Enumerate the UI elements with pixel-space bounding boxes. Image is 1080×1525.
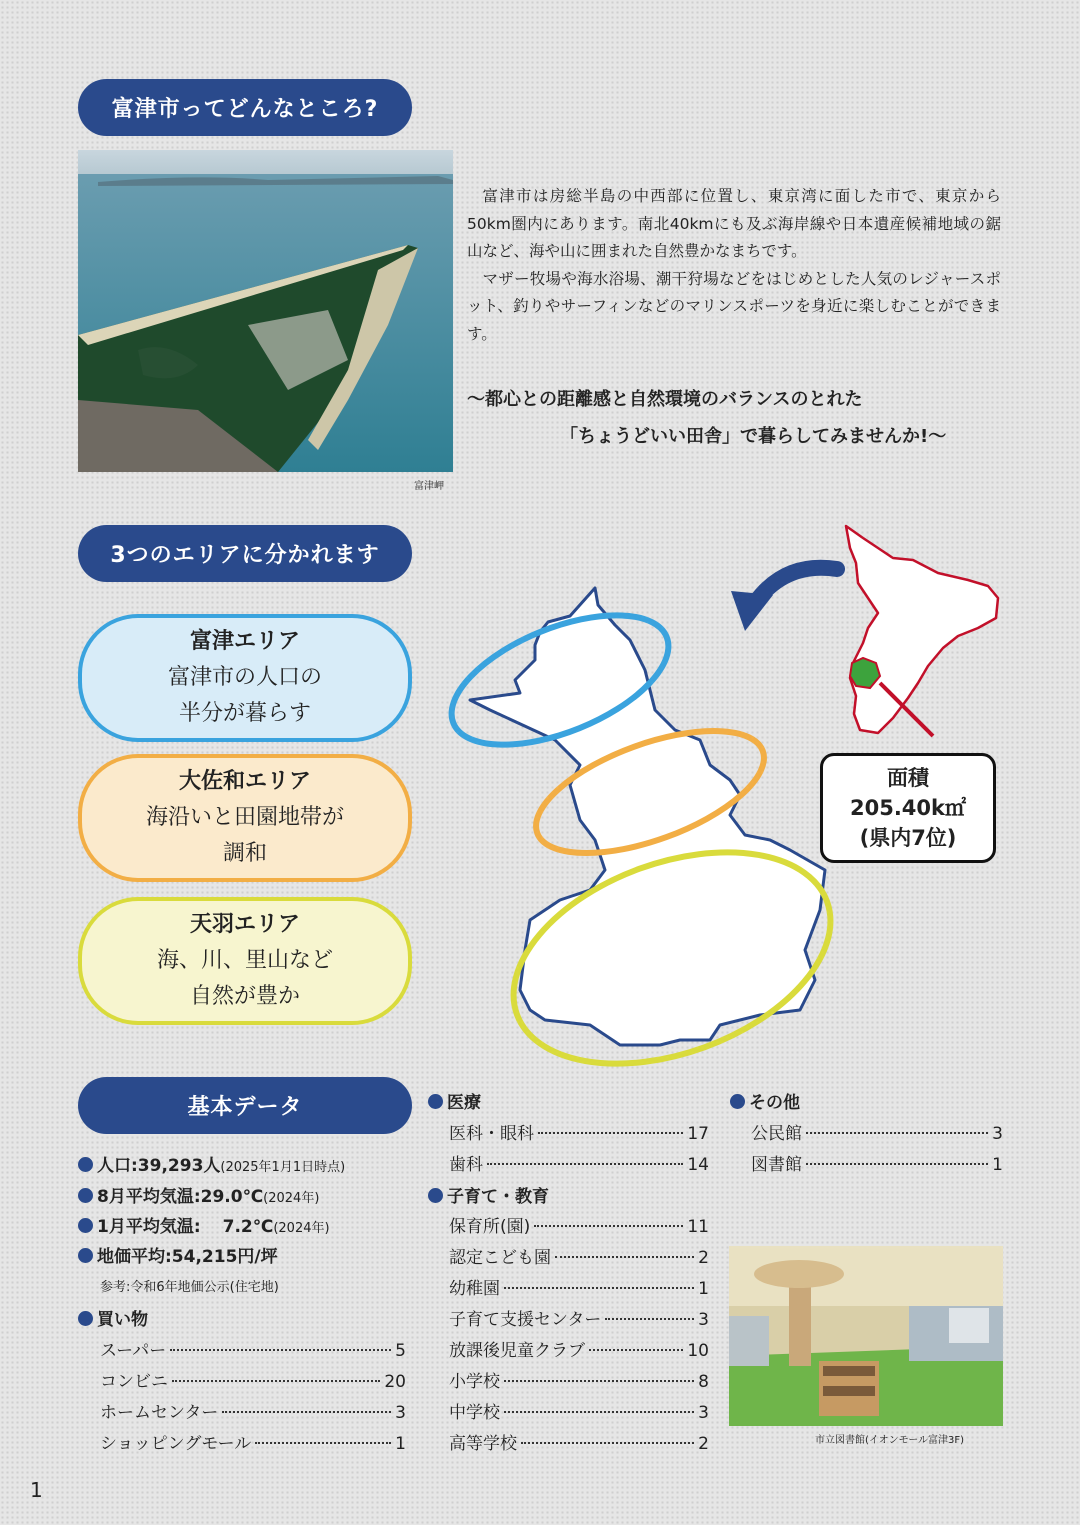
list-item xyxy=(449,1243,709,1268)
area-name: 天羽エリア xyxy=(189,912,300,937)
list-item xyxy=(449,1398,709,1423)
futtsu-cape-photo xyxy=(78,150,453,472)
dot-leader xyxy=(589,1349,683,1351)
area-desc: 海沿いと田園地帯が xyxy=(145,805,344,830)
item-label: 高等学校 xyxy=(449,1434,517,1454)
stat-label: 地価平均:54,215円/坪 xyxy=(97,1247,278,1267)
intro-paragraph: マザー牧場や海水浴場、潮干狩場などをはじめとした人気のレジャースポット、釣りやサーフィンなどのマリンスポーツを身近に楽しむことができます。 xyxy=(467,269,1001,343)
slogan-line-1: 〜都心との距離感と自然環境のバランスのとれた xyxy=(467,389,863,410)
bullet-icon xyxy=(428,1188,443,1203)
item-value: 5 xyxy=(395,1341,406,1361)
category-shopping xyxy=(78,1305,148,1330)
intro-paragraph: 富津市は房総半島の中西部に位置し、東京湾に面した市で、東京から50km圏内にあります。南北40kmにも及ぶ海岸線や日本遺産候補地域の鋸山など、海や山に囲まれた自然豊かなまちです。 xyxy=(467,187,1001,260)
category-title: その他 xyxy=(749,1093,800,1113)
item-value: 17 xyxy=(687,1124,709,1144)
page-number: 1 xyxy=(30,1478,43,1502)
dot-leader xyxy=(222,1411,391,1413)
item-value: 8 xyxy=(698,1372,709,1392)
stat-label: 8月平均気温:29.0℃ xyxy=(97,1187,264,1207)
area-card-futtsu xyxy=(78,614,412,742)
item-value: 1 xyxy=(992,1155,1003,1175)
dot-leader xyxy=(504,1411,694,1413)
area-size-label: 面積 xyxy=(887,766,929,790)
item-label: 認定こども園 xyxy=(449,1248,551,1268)
stat-population xyxy=(78,1151,345,1176)
item-value: 11 xyxy=(687,1217,709,1237)
list-item xyxy=(449,1305,709,1330)
item-value: 1 xyxy=(395,1434,406,1454)
stat-value: 7.2℃ xyxy=(222,1217,274,1237)
list-item xyxy=(449,1336,709,1361)
list-item xyxy=(449,1274,709,1299)
bullet-icon xyxy=(78,1157,93,1172)
dot-leader xyxy=(504,1380,694,1382)
dot-leader xyxy=(605,1318,694,1320)
item-label: ショッピングモール xyxy=(100,1434,252,1454)
list-item xyxy=(449,1367,709,1392)
stat-temp-aug xyxy=(78,1182,319,1207)
area-desc: 海、川、里山など xyxy=(156,948,333,973)
bullet-icon xyxy=(730,1094,745,1109)
land-price-note: 参考:令和6年地価公示(住宅地) xyxy=(100,1280,279,1295)
item-label: 図書館 xyxy=(751,1155,802,1175)
dot-leader xyxy=(521,1442,694,1444)
item-label: 放課後児童クラブ xyxy=(449,1341,585,1361)
list-item xyxy=(449,1119,709,1144)
dot-leader xyxy=(504,1287,694,1289)
category-title: 子育て・教育 xyxy=(447,1187,549,1207)
area-size-rank: (県内7位) xyxy=(859,826,957,850)
section-header-areas: 3つのエリアに分かれます xyxy=(78,525,412,582)
bullet-icon xyxy=(428,1094,443,1109)
item-value: 3 xyxy=(992,1124,1003,1144)
library-photo xyxy=(729,1246,1003,1426)
section-header-about: 富津市ってどんなところ? xyxy=(78,79,412,136)
city-outline xyxy=(470,588,825,1045)
dot-leader xyxy=(555,1256,694,1258)
bullet-icon xyxy=(78,1248,93,1263)
item-label: 小学校 xyxy=(449,1372,500,1392)
dot-leader xyxy=(255,1442,391,1444)
item-label: 幼稚園 xyxy=(449,1279,500,1299)
category-medical xyxy=(428,1088,481,1113)
list-item xyxy=(449,1212,709,1237)
item-value: 3 xyxy=(698,1403,709,1423)
item-label: 歯科 xyxy=(449,1155,483,1175)
stat-note: (2024年) xyxy=(263,1191,320,1206)
category-other xyxy=(730,1088,800,1113)
item-label: 公民館 xyxy=(751,1124,802,1144)
dot-leader xyxy=(487,1163,683,1165)
stat-note: (2025年1月1日時点) xyxy=(220,1160,346,1175)
category-childcare xyxy=(428,1182,549,1207)
area-desc: 半分が暮らす xyxy=(178,701,311,726)
library-caption: 市立図書館(イオンモール富津3F) xyxy=(815,1435,965,1446)
area-desc: 自然が豊か xyxy=(189,984,300,1009)
item-value: 20 xyxy=(384,1372,406,1392)
item-value: 3 xyxy=(698,1310,709,1330)
stat-note: (2024年) xyxy=(273,1221,330,1236)
area-card-osawa xyxy=(78,754,412,882)
category-title: 買い物 xyxy=(97,1310,148,1330)
dot-leader xyxy=(170,1349,391,1351)
item-label: 保育所(園) xyxy=(449,1217,531,1237)
arrow-icon xyxy=(725,555,845,635)
area-card-amaha xyxy=(78,897,412,1025)
area-size-box xyxy=(820,753,996,863)
item-label: 医科・眼科 xyxy=(449,1124,534,1144)
bullet-icon xyxy=(78,1218,93,1233)
dot-leader xyxy=(172,1380,380,1382)
item-value: 3 xyxy=(395,1403,406,1423)
area-desc: 調和 xyxy=(222,841,267,866)
item-value: 14 xyxy=(687,1155,709,1175)
list-item xyxy=(100,1336,406,1361)
item-label: コンビニ xyxy=(100,1372,168,1392)
item-label: ホームセンター xyxy=(100,1403,219,1423)
bullet-icon xyxy=(78,1311,93,1326)
slogan-line-2: 「ちょうどいい田舎」で暮らしてみませんか!〜 xyxy=(560,426,947,447)
dot-leader xyxy=(806,1163,988,1165)
list-item xyxy=(449,1150,709,1175)
item-value: 10 xyxy=(687,1341,709,1361)
chiba-prefecture-map xyxy=(838,518,1008,740)
item-label: スーパー xyxy=(100,1341,167,1361)
item-label: 子育て支援センター xyxy=(449,1310,602,1330)
list-item xyxy=(751,1119,1003,1144)
category-title: 医療 xyxy=(447,1093,481,1113)
dot-leader xyxy=(806,1132,988,1134)
item-value: 2 xyxy=(698,1434,709,1454)
stat-label: 1月平均気温: xyxy=(97,1217,201,1237)
area-name: 富津エリア xyxy=(189,629,300,654)
item-value: 1 xyxy=(698,1279,709,1299)
item-label: 中学校 xyxy=(449,1403,500,1423)
stat-label: 人口:39,293人 xyxy=(97,1156,221,1176)
section-header-basic-data: 基本データ xyxy=(78,1077,412,1134)
list-item xyxy=(751,1150,1003,1175)
bullet-icon xyxy=(78,1188,93,1203)
stat-land-price xyxy=(78,1242,278,1267)
intro-text xyxy=(467,183,1001,348)
list-item xyxy=(100,1429,406,1454)
dot-leader xyxy=(538,1132,683,1134)
area-size-value: 205.40k㎡ xyxy=(849,796,966,820)
area-name: 大佐和エリア xyxy=(178,769,311,794)
list-item xyxy=(100,1367,406,1392)
item-value: 2 xyxy=(698,1248,709,1268)
area-desc: 富津市の人口の xyxy=(167,665,322,690)
city-map xyxy=(430,570,860,1070)
dot-leader xyxy=(534,1225,683,1227)
photo-caption: 富津岬 xyxy=(414,481,444,492)
list-item xyxy=(100,1398,406,1423)
list-item xyxy=(449,1429,709,1454)
stat-temp-jan xyxy=(78,1212,330,1237)
